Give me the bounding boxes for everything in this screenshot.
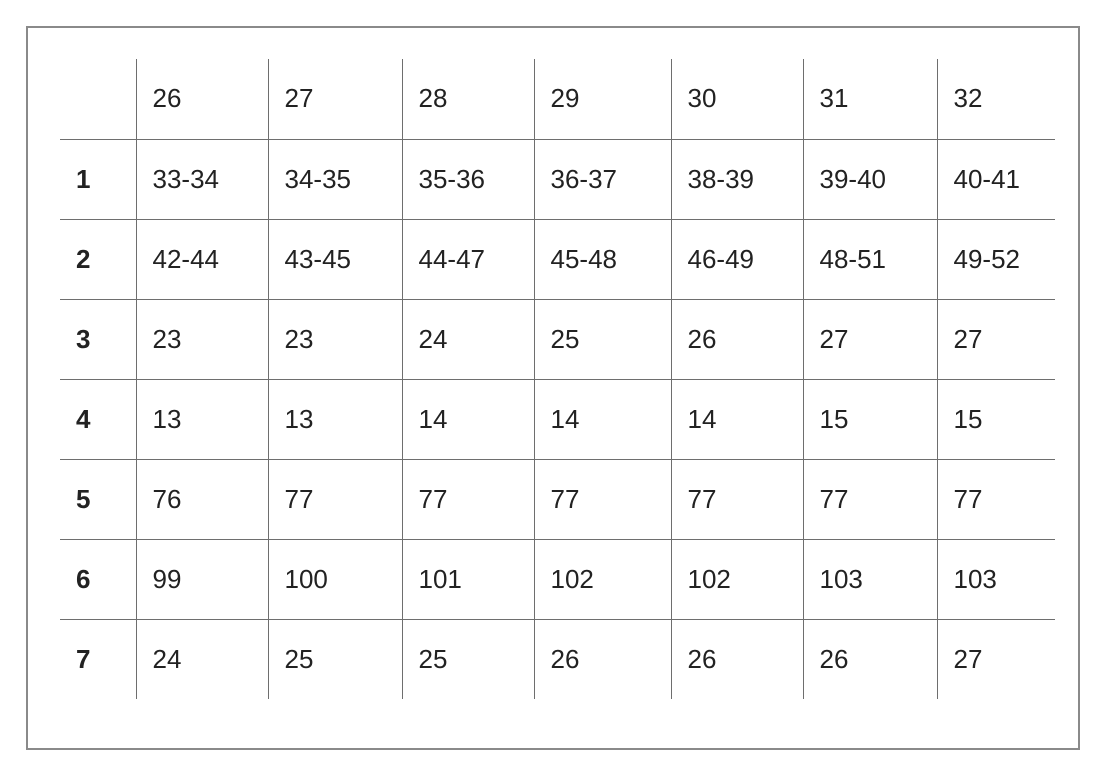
table-cell: 25 bbox=[402, 619, 534, 699]
table-row bbox=[60, 139, 1055, 219]
table-cell: 100 bbox=[268, 539, 402, 619]
column-header: 31 bbox=[803, 59, 937, 139]
table-cell: 14 bbox=[671, 379, 803, 459]
table-cell: 24 bbox=[136, 619, 268, 699]
table-cell: 77 bbox=[671, 459, 803, 539]
table-row bbox=[60, 219, 1055, 299]
table-cell: 36-37 bbox=[534, 139, 671, 219]
table-cell: 48-51 bbox=[803, 219, 937, 299]
row-label: 7 bbox=[60, 619, 136, 699]
table-cell: 77 bbox=[937, 459, 1055, 539]
table-cell: 26 bbox=[803, 619, 937, 699]
table-cell: 99 bbox=[136, 539, 268, 619]
row-label: 4 bbox=[60, 379, 136, 459]
table-cell: 26 bbox=[534, 619, 671, 699]
table-cell: 77 bbox=[534, 459, 671, 539]
table-cell: 34-35 bbox=[268, 139, 402, 219]
row-label: 2 bbox=[60, 219, 136, 299]
table-cell: 46-49 bbox=[671, 219, 803, 299]
column-header: 30 bbox=[671, 59, 803, 139]
table-cell: 23 bbox=[136, 299, 268, 379]
table-cell: 43-45 bbox=[268, 219, 402, 299]
table-cell: 13 bbox=[268, 379, 402, 459]
table-cell: 103 bbox=[803, 539, 937, 619]
table-cell: 102 bbox=[534, 539, 671, 619]
table-cell: 42-44 bbox=[136, 219, 268, 299]
column-header: 32 bbox=[937, 59, 1055, 139]
table-cell: 24 bbox=[402, 299, 534, 379]
table-row bbox=[60, 619, 1055, 699]
column-header: 26 bbox=[136, 59, 268, 139]
corner-cell bbox=[60, 59, 136, 139]
table-row bbox=[60, 459, 1055, 539]
table-cell: 25 bbox=[534, 299, 671, 379]
table-cell: 76 bbox=[136, 459, 268, 539]
table-cell: 23 bbox=[268, 299, 402, 379]
table-cell: 49-52 bbox=[937, 219, 1055, 299]
table-cell: 27 bbox=[937, 299, 1055, 379]
table-row bbox=[60, 379, 1055, 459]
table-cell: 40-41 bbox=[937, 139, 1055, 219]
header-row bbox=[60, 59, 1055, 139]
table-cell: 38-39 bbox=[671, 139, 803, 219]
table-cell: 13 bbox=[136, 379, 268, 459]
row-label: 1 bbox=[60, 139, 136, 219]
row-label: 6 bbox=[60, 539, 136, 619]
table-cell: 27 bbox=[803, 299, 937, 379]
size-table bbox=[60, 59, 1055, 699]
table-cell: 35-36 bbox=[402, 139, 534, 219]
row-label: 3 bbox=[60, 299, 136, 379]
table-cell: 14 bbox=[402, 379, 534, 459]
table-cell: 33-34 bbox=[136, 139, 268, 219]
table-cell: 26 bbox=[671, 299, 803, 379]
table-cell: 102 bbox=[671, 539, 803, 619]
table-cell: 44-47 bbox=[402, 219, 534, 299]
table-cell: 15 bbox=[803, 379, 937, 459]
row-label: 5 bbox=[60, 459, 136, 539]
table-row bbox=[60, 299, 1055, 379]
table-cell: 77 bbox=[268, 459, 402, 539]
column-header: 29 bbox=[534, 59, 671, 139]
column-header: 27 bbox=[268, 59, 402, 139]
table-cell: 45-48 bbox=[534, 219, 671, 299]
table-cell: 101 bbox=[402, 539, 534, 619]
table-cell: 25 bbox=[268, 619, 402, 699]
table-cell: 27 bbox=[937, 619, 1055, 699]
table-cell: 15 bbox=[937, 379, 1055, 459]
table-cell: 26 bbox=[671, 619, 803, 699]
table-cell: 14 bbox=[534, 379, 671, 459]
table-cell: 39-40 bbox=[803, 139, 937, 219]
table-row bbox=[60, 539, 1055, 619]
table-cell: 77 bbox=[402, 459, 534, 539]
column-header: 28 bbox=[402, 59, 534, 139]
table-cell: 103 bbox=[937, 539, 1055, 619]
table-cell: 77 bbox=[803, 459, 937, 539]
